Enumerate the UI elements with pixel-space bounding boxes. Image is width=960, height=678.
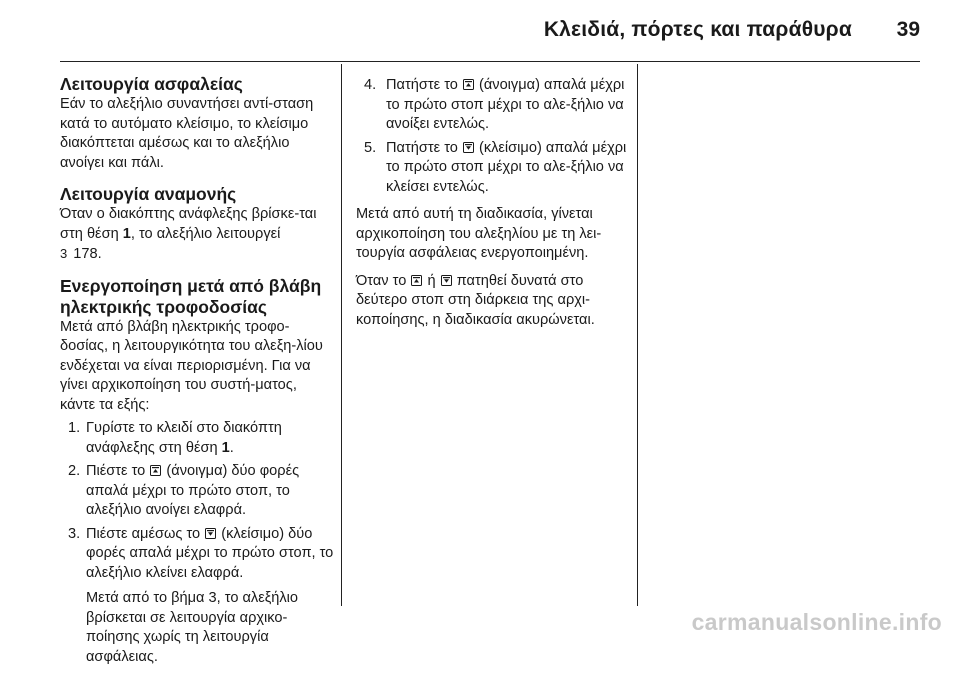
left-column <box>60 74 334 678</box>
step-number: 1. <box>68 420 81 436</box>
sunroof-open-icon <box>411 275 422 286</box>
sunroof-close-icon <box>463 142 474 153</box>
header-divider <box>60 61 920 62</box>
sunroof-close-icon <box>441 275 452 286</box>
step-number: 3. <box>68 525 81 542</box>
text-run: (άνοιγμα) δύο φορές απαλά μέχρι το πρώτο στοπ, το αλεξήλιο ανοίγει ελαφρά. <box>86 463 300 518</box>
list-item <box>356 76 628 135</box>
text-run: Πιέστε αμέσως το <box>86 525 205 542</box>
position-value: 1 <box>122 225 131 242</box>
page-title: Κλειδιά, πόρτες και παράθυρα <box>543 18 852 41</box>
section-reactivation <box>60 276 334 668</box>
step-number: 5. <box>364 139 377 156</box>
section-body: Μετά από βλάβη ηλεκτρικής τροφο-δοσίας, η λειτουργικότητα του αλεξη-λίου ενδέχεται να είναι περιορισμένη. Για να γίνει αρχικοποίηση του συστή-ματος, κάντε τα εξής: <box>60 318 323 413</box>
list-item <box>60 525 334 668</box>
page-number: 39 <box>896 18 920 41</box>
watermark: carmanualsonline.info <box>691 609 942 635</box>
step-continuation: Μετά από το βήμα 3, το αλεξήλιο βρίσκεται σε λειτουργία αρχικο-ποίησης χωρίς τη λειτουργία ασφάλειας. <box>86 590 299 665</box>
text-run: (κλείσιμο) απαλά μέχρι το πρώτο στοπ μέχρι το αλε-ξήλιο να κλείσει εντελώς. <box>386 139 627 195</box>
text-run: Πιέστε το <box>86 463 150 479</box>
cancel-note-paragraph <box>356 272 628 331</box>
steps-list-continued <box>356 76 628 197</box>
text-run: πατηθεί δυνατά στο δεύτερο στοπ στη διάρκεια της αρχι-κοποίησης, η διαδικασία ακυρώνεται. <box>356 272 595 328</box>
sunroof-open-icon <box>150 465 161 476</box>
page-ref-link[interactable] <box>60 246 102 262</box>
list-item <box>60 462 334 521</box>
column-divider-right <box>637 64 638 606</box>
section-body <box>60 205 334 265</box>
step-number: 2. <box>68 463 81 479</box>
after-steps-paragraph: Μετά από αυτή τη διαδικασία, γίνεται αρχικοποίηση του αλεξηλίου με τη λει-τουργία ασφάλειας ενεργοποιημένη. <box>356 206 602 261</box>
page-header <box>0 0 960 62</box>
text-run: Γυρίστε το κλειδί στο διακόπτη ανάφλεξης στη θέση <box>86 420 282 456</box>
section-standby <box>60 184 334 265</box>
text-run: ή <box>423 272 440 289</box>
step-number: 4. <box>364 77 377 93</box>
text-run: Πατήστε το <box>386 77 462 93</box>
text-run: Όταν ο διακόπτης ανάφλεξης βρίσκε-ται στη θέση <box>60 206 317 242</box>
middle-column <box>356 76 628 330</box>
text-run: . <box>229 439 234 456</box>
column-divider-left <box>341 64 342 606</box>
section-body: Εάν το αλεξήλιο συναντήσει αντί-σταση κατά το αυτόματο κλείσιμο, το κλείσιμο διακόπτεται αμέσως και το αλεξήλιο ανοίγει και πάλι. <box>60 96 314 171</box>
position-value: 1 <box>221 439 230 456</box>
text-run: (κλείσιμο) δύο φορές απαλά μέχρι το πρώτο στοπ, το αλεξήλιο κλείνει ελαφρά. <box>86 525 334 581</box>
section-heading: Ενεργοποίηση μετά από βλάβη ηλεκτρικής τροφοδοσίας <box>60 275 322 317</box>
section-heading: Λειτουργία αναμονής <box>60 184 237 204</box>
section-anti-theft <box>60 74 334 173</box>
list-item <box>356 139 628 198</box>
list-item <box>60 419 334 458</box>
text-run: Όταν το <box>356 272 411 289</box>
text-run: , το αλεξήλιο λειτουργεί <box>130 225 281 242</box>
sunroof-open-icon <box>463 79 474 90</box>
steps-list <box>60 419 334 667</box>
text-run: (άνοιγμα) απαλά μέχρι το πρώτο στοπ μέχρι το αλε-ξήλιο να ανοίξει εντελώς. <box>386 77 625 132</box>
page-ref-number: 178. <box>73 246 102 262</box>
section-heading: Λειτουργία ασφαλείας <box>60 74 243 94</box>
text-run: Πατήστε το <box>386 139 462 156</box>
page-ref-icon: 3 <box>60 246 68 261</box>
sunroof-close-icon <box>205 528 216 539</box>
